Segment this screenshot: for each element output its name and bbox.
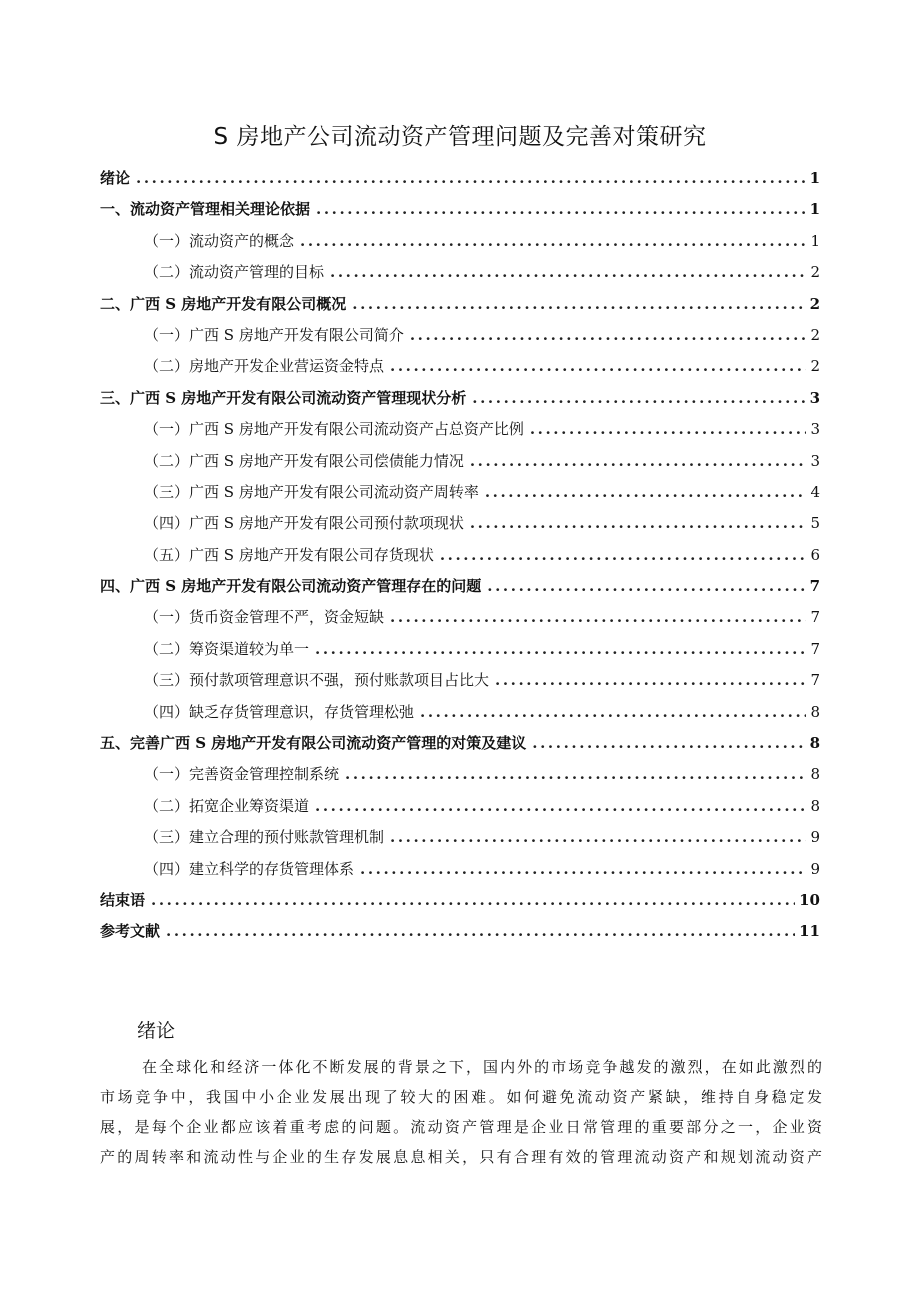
toc-dot-leader <box>390 822 806 853</box>
toc-entry-page: 5 <box>810 514 820 533</box>
toc-dot-leader <box>420 697 806 728</box>
toc-entry-page: 7 <box>810 608 820 627</box>
toc-entry-title: 一、流动资产管理相关理论依据 <box>100 200 311 219</box>
toc-entry[interactable] <box>100 634 820 665</box>
toc-entry[interactable] <box>100 257 820 288</box>
toc-entry-title: 四、广西 S 房地产开发有限公司流动资产管理存在的问题 <box>100 577 482 596</box>
toc-dot-leader <box>166 916 795 947</box>
toc-entry-page: 1 <box>809 200 820 219</box>
toc-entry[interactable] <box>100 697 820 728</box>
toc-entry[interactable] <box>100 665 820 696</box>
table-of-contents <box>100 163 820 948</box>
toc-entry-page: 2 <box>809 294 820 313</box>
toc-entry[interactable] <box>100 571 820 602</box>
toc-entry-title: （一）完善资金管理控制系统 <box>144 765 340 784</box>
body-line: 在全球化和经济一体化不断发展的背景之下，国内外的市场竞争越发的激烈，在如此激烈的 <box>142 1058 822 1076</box>
section-heading: 绪论 <box>137 1020 176 1042</box>
toc-entry[interactable] <box>100 226 820 257</box>
toc-entry[interactable] <box>100 822 820 853</box>
section-body <box>100 1052 822 1172</box>
toc-entry-page: 3 <box>810 420 820 439</box>
toc-dot-leader <box>487 571 805 602</box>
toc-dot-leader <box>136 163 806 194</box>
toc-entry-title: 绪论 <box>100 169 131 187</box>
toc-entry[interactable] <box>100 163 820 194</box>
toc-entry-title: （二）筹资渠道较为单一 <box>144 639 310 658</box>
toc-entry[interactable] <box>100 916 820 947</box>
toc-entry-page: 2 <box>810 325 820 344</box>
toc-entry[interactable] <box>100 540 820 571</box>
toc-entry-page: 2 <box>810 263 820 282</box>
toc-dot-leader <box>315 634 806 665</box>
toc-entry-title: （四）缺乏存货管理意识，存货管理松弛 <box>144 702 415 721</box>
toc-entry-page: 7 <box>809 577 820 596</box>
toc-dot-leader <box>532 728 805 759</box>
toc-entry-title: 三、广西 S 房地产开发有限公司流动资产管理现状分析 <box>100 388 467 407</box>
toc-dot-leader <box>345 759 806 790</box>
toc-dot-leader <box>316 194 806 225</box>
toc-dot-leader <box>495 665 806 696</box>
document-title: S 房地产公司流动资产管理问题及完善对策研究 <box>213 124 707 150</box>
toc-entry-title: 二、广西 S 房地产开发有限公司概况 <box>100 294 347 313</box>
toc-dot-leader <box>470 508 806 539</box>
toc-entry[interactable] <box>100 759 820 790</box>
toc-entry-page: 3 <box>810 451 820 470</box>
toc-entry-page: 8 <box>810 796 820 815</box>
toc-entry-title: （三）广西 S 房地产开发有限公司流动资产周转率 <box>144 482 479 501</box>
toc-entry-page: 9 <box>810 859 820 878</box>
toc-entry[interactable] <box>100 446 820 477</box>
toc-dot-leader <box>472 383 805 414</box>
toc-entry-page: 4 <box>810 482 820 501</box>
toc-entry[interactable] <box>100 885 820 916</box>
toc-dot-leader <box>390 351 806 382</box>
toc-entry-title: （一）广西 S 房地产开发有限公司流动资产占总资产比例 <box>144 420 524 439</box>
toc-entry-title: 参考文献 <box>100 922 161 941</box>
toc-dot-leader <box>330 257 806 288</box>
toc-entry-title: （一）广西 S 房地产开发有限公司简介 <box>144 325 404 344</box>
toc-entry-page: 11 <box>799 922 820 941</box>
toc-entry[interactable] <box>100 728 820 759</box>
toc-dot-leader <box>485 477 806 508</box>
toc-entry-page: 3 <box>809 388 820 407</box>
toc-dot-leader <box>151 885 795 916</box>
toc-entry-page: 2 <box>810 357 820 376</box>
toc-entry-title: 结束语 <box>100 890 146 909</box>
toc-entry-page: 6 <box>810 545 820 564</box>
toc-entry-title: （一）流动资产的概念 <box>144 231 295 250</box>
toc-dot-leader <box>470 446 806 477</box>
toc-entry-page: 8 <box>809 734 820 753</box>
toc-entry-page: 8 <box>810 702 820 721</box>
toc-entry[interactable] <box>100 320 820 351</box>
toc-entry[interactable] <box>100 477 820 508</box>
toc-entry[interactable] <box>100 854 820 885</box>
toc-entry[interactable] <box>100 508 820 539</box>
toc-entry-title: （三）预付款项管理意识不强，预付账款项目占比大 <box>144 671 490 690</box>
toc-entry[interactable] <box>100 602 820 633</box>
toc-entry-page: 7 <box>810 671 820 690</box>
toc-entry-page: 10 <box>799 890 820 909</box>
toc-entry-title: （四）建立科学的存货管理体系 <box>144 859 355 878</box>
toc-entry-title: （二）广西 S 房地产开发有限公司偿债能力情况 <box>144 451 464 470</box>
toc-entry-page: 7 <box>810 639 820 658</box>
toc-dot-leader <box>440 540 806 571</box>
toc-entry[interactable] <box>100 351 820 382</box>
toc-entry-title: （五）广西 S 房地产开发有限公司存货现状 <box>144 545 434 564</box>
toc-entry[interactable] <box>100 383 820 414</box>
toc-entry[interactable] <box>100 289 820 320</box>
body-line: 产的周转率和流动性与企业的生存发展息息相关，只有合理有效的管理流动资产和规划流动资产 <box>100 1148 822 1166</box>
body-line: 市场竞争中，我国中小企业发展出现了较大的困难。如何避免流动资产紧缺，维持自身稳定发 <box>100 1088 822 1106</box>
toc-dot-leader <box>352 289 805 320</box>
toc-dot-leader <box>390 602 806 633</box>
toc-dot-leader <box>315 791 806 822</box>
toc-entry-title: （三）建立合理的预付账款管理机制 <box>144 828 385 847</box>
toc-dot-leader <box>300 226 806 257</box>
toc-dot-leader <box>530 414 806 445</box>
toc-entry-page: 9 <box>810 828 820 847</box>
toc-entry-title: 五、完善广西 S 房地产开发有限公司流动资产管理的对策及建议 <box>100 734 527 753</box>
toc-entry-title: （二）流动资产管理的目标 <box>144 263 325 282</box>
toc-entry-title: （二）拓宽企业筹资渠道 <box>144 796 310 815</box>
toc-dot-leader <box>360 854 806 885</box>
toc-entry-page: 1 <box>809 169 820 187</box>
toc-entry-title: （一）货币资金管理不严，资金短缺 <box>144 608 385 627</box>
toc-entry-title: （二）房地产开发企业营运资金特点 <box>144 357 385 376</box>
toc-entry[interactable] <box>100 194 820 225</box>
toc-entry[interactable] <box>100 791 820 822</box>
toc-entry-page: 1 <box>810 231 820 250</box>
toc-entry-title: （四）广西 S 房地产开发有限公司预付款项现状 <box>144 514 464 533</box>
body-line: 展，是每个企业都应该着重考虑的问题。流动资产管理是企业日常管理的重要部分之一，企业资 <box>100 1118 822 1136</box>
toc-dot-leader <box>410 320 806 351</box>
toc-entry[interactable] <box>100 414 820 445</box>
toc-entry-page: 8 <box>810 765 820 784</box>
